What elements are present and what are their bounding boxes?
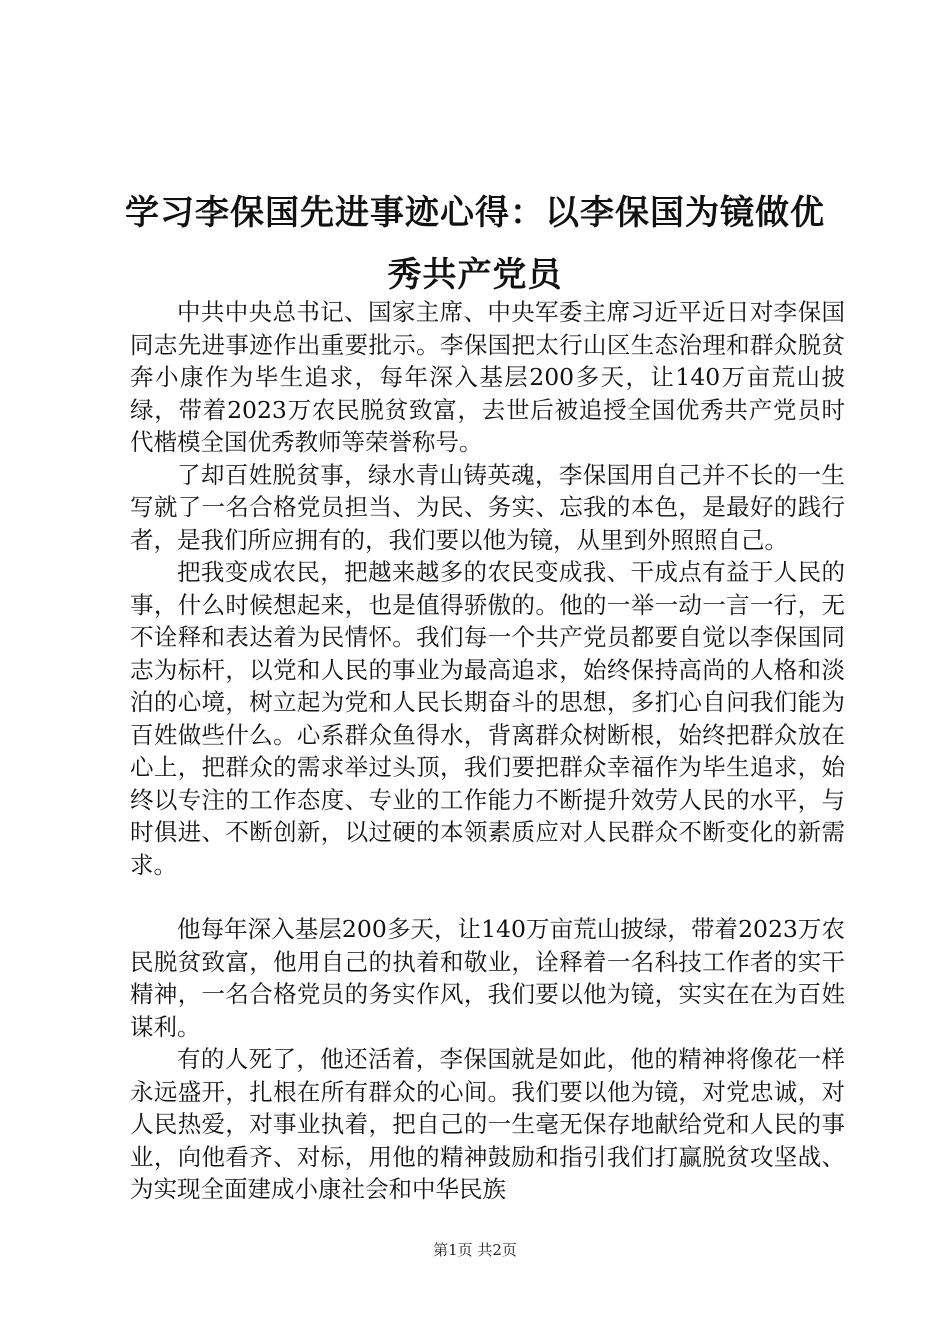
page-footer: 第1页 共2页 — [433, 1241, 517, 1259]
paragraph-1: 中共中央总书记、国家主席、中央军委主席习近平近日对李保国同志先进事迹作出重要批示。李保国把太行山区生态治理和群众脱贫奔小康作为毕生追求，每年深入基层200多天，让140万亩荒山披绿，带着2023万农民脱贫致富，去世后被追授全国优秀共产党员时代楷模全国优秀教师等荣誉称号。 — [130, 298, 845, 456]
paragraph-4: 他每年深入基层200多天，让140万亩荒山披绿，带着2023万农民脱贫致富，他用自己的执着和敬业，诠释着一名科技工作者的实干精神，一名合格党员的务实作风，我们要以他为镜，实实在在为百姓谋利。 — [130, 915, 845, 1041]
paragraph-5: 有的人死了，他还活着，李保国就是如此，他的精神将像花一样永远盛开，扎根在所有群众的心间。我们要以他为镜，对党忠诚，对人民热爱，对事业执着，把自己的一生毫无保存地献给党和人民的事业，向他看齐、对标，用他的精神鼓励和指引我们打赢脱贫攻坚战、为实现全面建成小康社会和中华民族 — [130, 1045, 845, 1203]
document-title: 学习李保国先进事迹心得：以李保国为镜做优秀共产党员 — [125, 193, 825, 295]
paragraph-3: 把我变成农民，把越来越多的农民变成我、干成点有益于人民的事，什么时候想起来，也是值得骄傲的。他的一举一动一言一行，无不诠释和表达着为民情怀。我们每一个共产党员都要自觉以李保国同志为标杆，以党和人民的事业为最高追求，始终保持高尚的人格和淡泊的心境，树立起为党和人民长期奋斗的思想，多扪心自问我们能为百姓做些什么。心系群众鱼得水，背离群众树断根，始终把群众放在心上，把群众的需求举过头顶，我们要把群众幸福作为毕生追求，始终以专注的工作态度、专业的工作能力不断提升效劳人民的水平，与时俱进、不断创新，以过硬的本领素质应对人民群众不断变化的新需求。 — [130, 558, 845, 879]
document-body — [130, 296, 845, 1206]
paragraph-2: 了却百姓脱贫事，绿水青山铸英魂，李保国用自己并不长的一生写就了一名合格党员担当、为民、务实、忘我的本色，是最好的践行者，是我们所应拥有的，我们要以他为镜，从里到外照照自己。 — [130, 460, 845, 554]
